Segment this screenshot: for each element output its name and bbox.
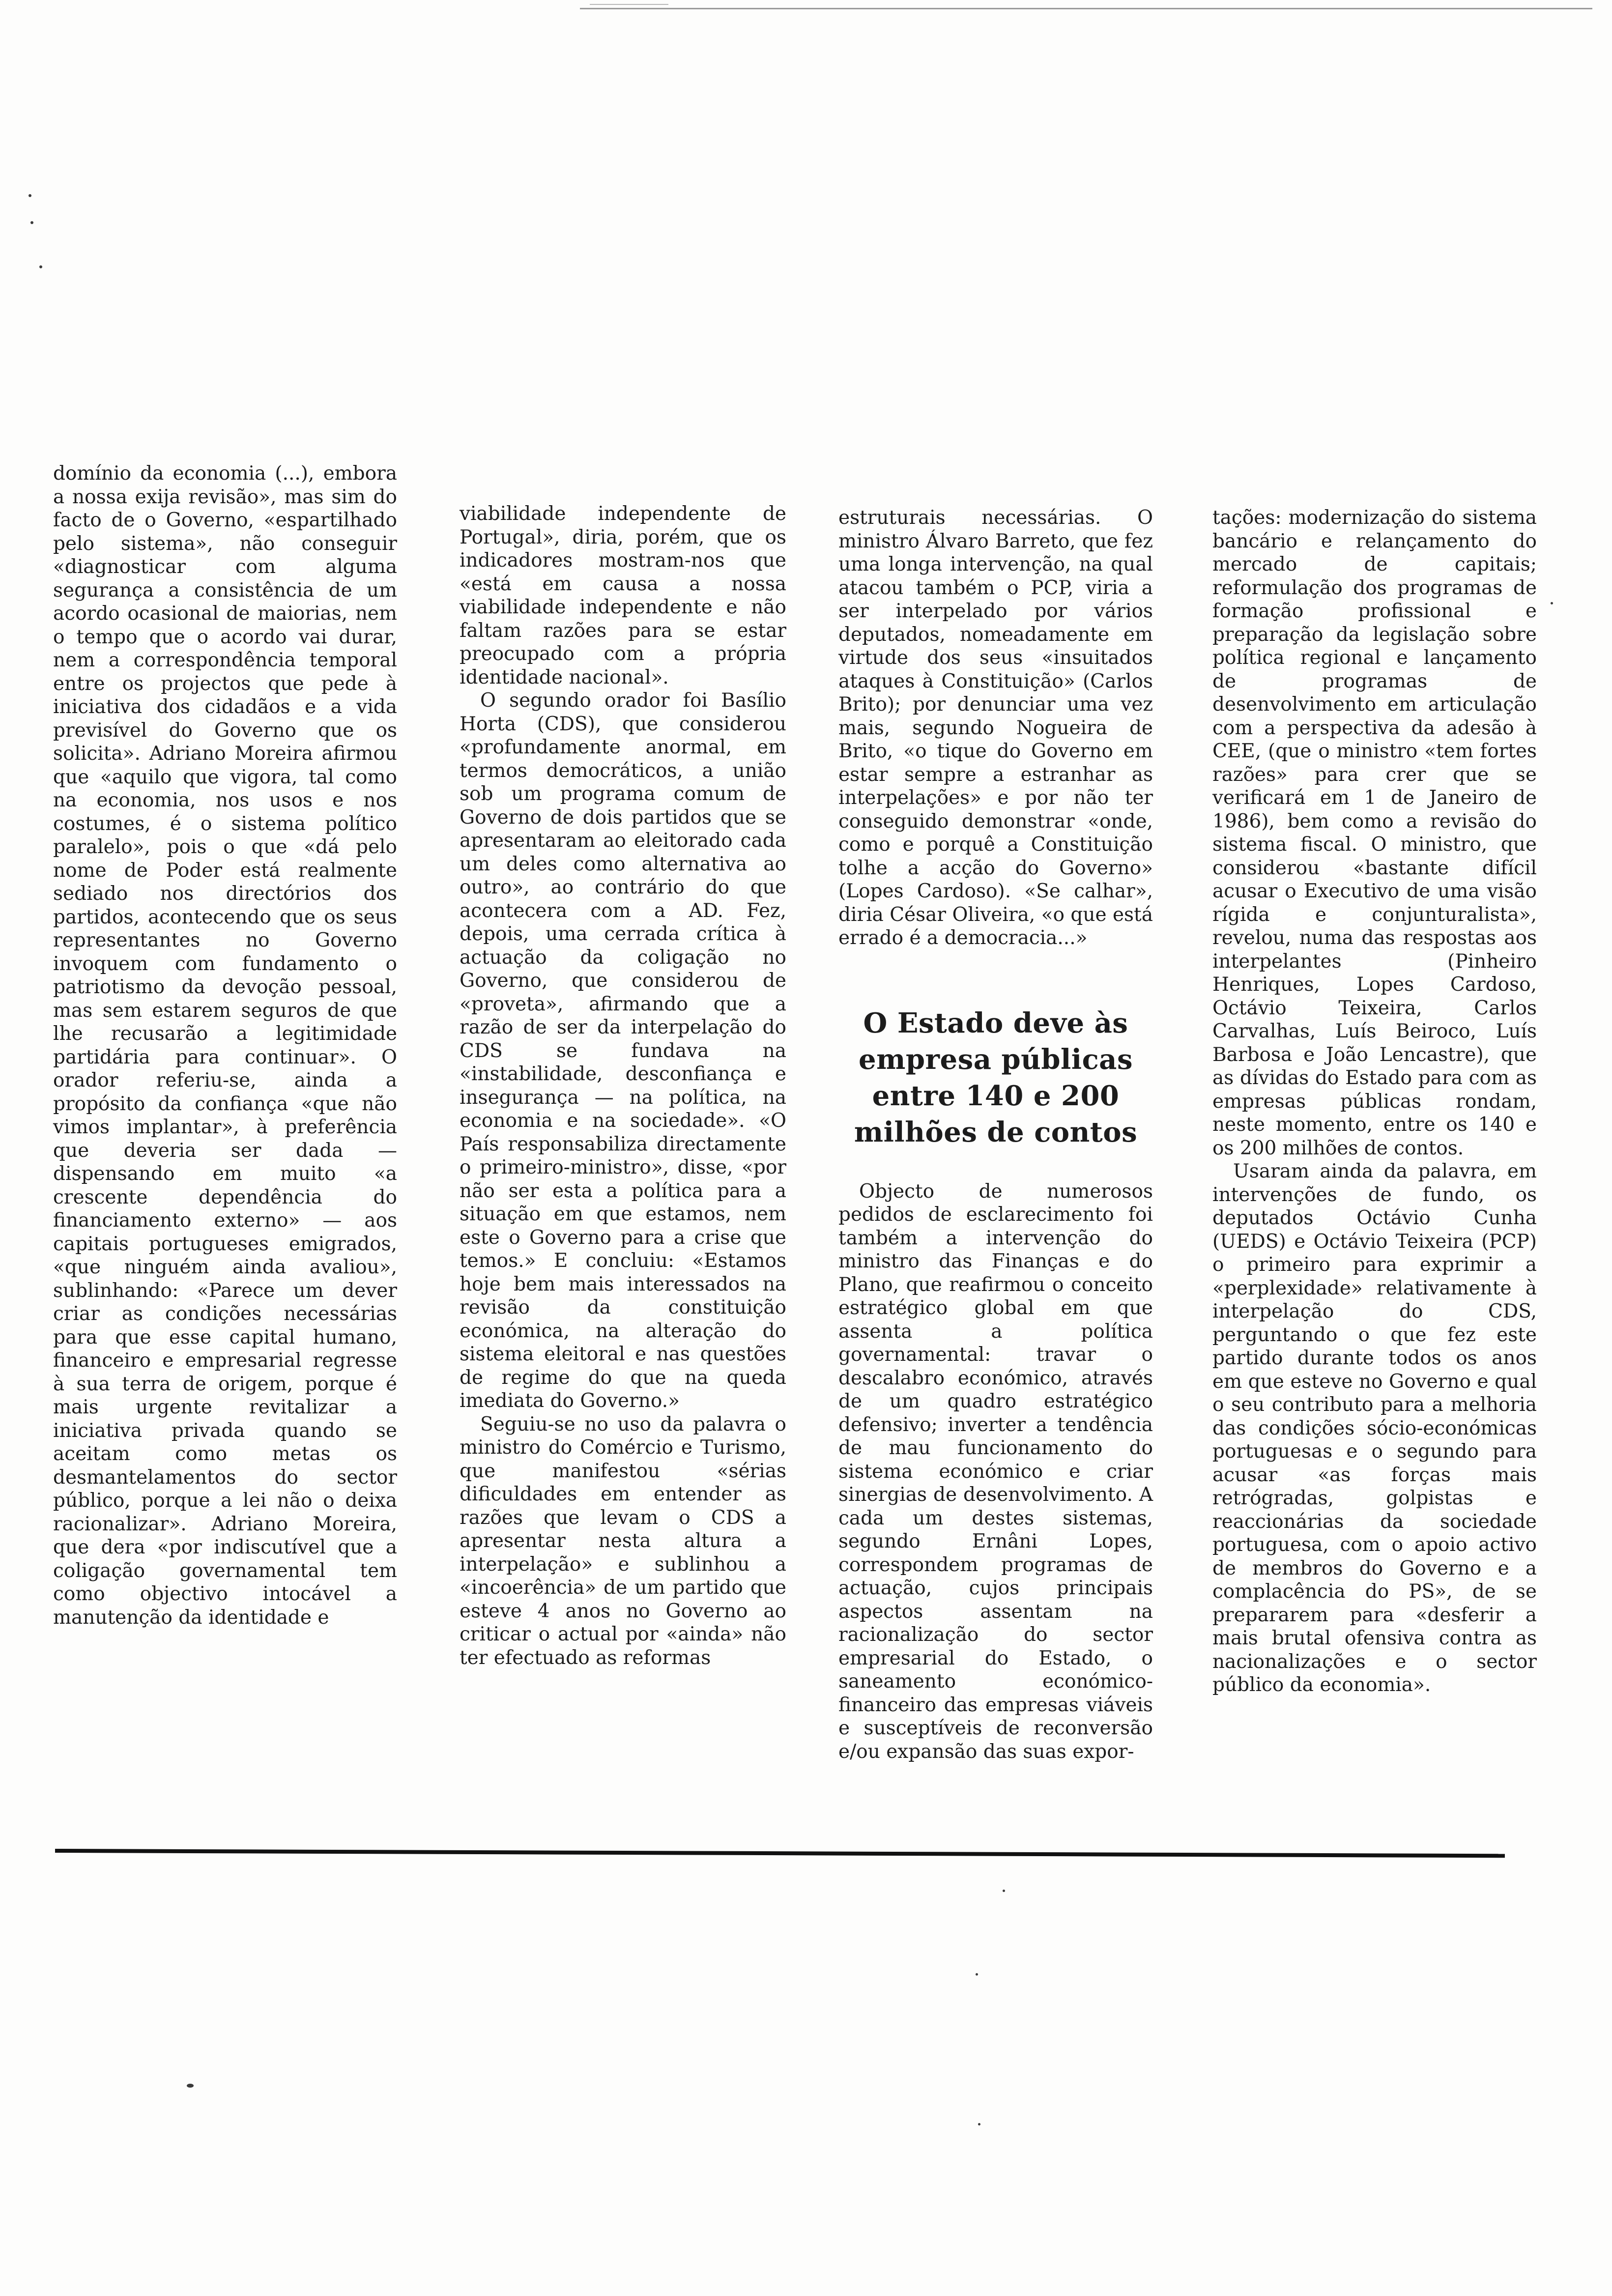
paragraph: O segundo orador foi Basílio Horta (CDS), que considerou «profundamente anormal, em termos democráticos, a união sob um programa comum de Governo de dois partidos que se apresentaram ao eleitorado cada um deles como alternativa ao outro», ao contrário do que acontecera com a AD. Fez, depois, uma cerrada crítica à actuação da coligação no Governo, que considerou de «proveta», afirmando que a razão de ser da interpelação do CDS se fundava na «instabilidade, desconfiança e insegurança — na política, na economia e na sociedade». «O País responsabiliza directamente o primeiro-ministro», disse, «por não ser esta a política para a situação em que estamos, nem este o Governo para a crise que temos.» E concluiu: «Estamos hoje bem mais interessados na revisão da constituição económica, na alteração do sistema eleitoral e nas questões de regime do que na queda imediata do Governo.» (460, 689, 786, 1412)
scan-speck (29, 194, 31, 197)
article-column-2 (460, 502, 786, 1669)
scan-speck (1003, 1890, 1005, 1892)
paragraph: domínio da economia (...), embora a nossa exija revisão», mas sim do facto de o Governo, «espartilhado pelo sistema», não conseguir «diagnosticar com alguma segurança a consistência de um acordo ocasional de maiorias, nem o tempo que o acordo vai durar, nem a correspondência temporal entre os projectos que pede à iniciativa dos cidadãos e a vida previsível do Governo que os solicita». Adriano Moreira afirmou que «aquilo que vigora, tal como na economia, nos usos e nos costumes, é o sistema político paralelo», pois o que «dá pelo nome de Poder está realmente sediado nos directórios dos partidos, acontecendo que os seus representantes no Governo invoquem com fundamento o patriotismo da devoção pessoal, mas sem estarem seguros de que lhe recusarão a legitimidade partidária para continuar». O orador referiu-se, ainda a propósito da confiança «que não vimos implantar», à preferência que deveria ser dada — dispensando em muito «a crescente dependência do financiamento externo» — aos capitais portugueses emigrados, «que ninguém ainda avaliou», sublinhando: «Parece um dever criar as condições necessárias para que esse capital humano, financeiro e empresarial regresse à sua terra de origem, porque é mais urgente revitalizar a iniciativa privada quando se aceitam como metas os desmantelamentos do sector público, porque a lei não o deixa racionalizar». Adriano Moreira, que dera «por indiscutível que a coligação governamental tem como objectivo intocável a manutenção da identidade e (53, 462, 397, 1629)
article-column-4 (1212, 506, 1537, 1697)
scan-speck (39, 265, 42, 268)
bottom-rule (55, 1849, 1505, 1858)
paragraph: Usaram ainda da palavra, em intervenções de fundo, os deputados Octávio Cunha (UEDS) e Octávio Teixeira (PCP) o primeiro para exprimir a «perplexidade» relativamente à interpelação do CDS, perguntando o que fez este partido durante todos os anos em que esteve no Governo e qual o seu contributo para a melhoria das condições sócio-económicas portuguesas e o segundo para acusar «as forças mais retrógradas, golpistas e reaccionárias da sociedade portuguesa, com o apoio activo de membros do Governo e a complacência do PS», de se prepararem para «desferir a mais brutal ofensiva contra as nacionalizações e o sector público da economia». (1212, 1160, 1537, 1696)
subheadline: O Estado deve às empresa públicas entre 140 e 200 milhões de contos (854, 1006, 1138, 1148)
scan-speck (1551, 602, 1553, 604)
scan-speck (978, 2123, 980, 2125)
paragraph: estruturais necessárias. O ministro Álvaro Barreto, que fez uma longa intervenção, na qual atacou também o PCP, viria a ser interpelado por vários deputados, nomeadamente em virtude dos seus «insuitados ataques à Constituição» (Carlos Brito); por denunciar uma vez mais, segundo Nogueira de Brito, «o tique do Governo em estar sempre a estranhar as interpelações» e por não ter conseguido demonstrar «onde, como e porquê a Constituição tolhe a acção do Governo» (Lopes Cardoso). «Se calhar», diria César Oliveira, «o que está errado é a democracia...» (838, 507, 1153, 949)
scan-speck (187, 2084, 194, 2088)
paragraph: tações: modernização do sistema bancário e relançamento do mercado de capitais; reformulação dos programas de formação profissional e preparação da legislação sobre política regional e lançamento de programas de desenvolvimento em articulação com a perspectiva da adesão à CEE, (que o ministro «tem fortes razões» para crer que se verificará em 1 de Janeiro de 1986), bem como a revisão do sistema fiscal. O ministro, que considerou «bastante difícil acusar o Executivo de uma visão rígida e conjunturalista», revelou, numa das respostas aos interpelantes (Pinheiro Henriques, Lopes Cardoso, Octávio Teixeira, Carlos Carvalhas, Luís Beiroco, Luís Barbosa e João Lencastre), que as dívidas do Estado para com as empresas públicas rondam, neste momento, entre os 140 e os 200 milhões de contos. (1212, 507, 1537, 1159)
article-column-3 (838, 506, 1153, 1763)
scan-speck (30, 221, 33, 224)
paragraph: Objecto de numerosos pedidos de esclarecimento foi também a intervenção do ministro das Finanças e do Plano, que reafirmou o conceito estratégico global em que assenta a política governamental: travar o descalabro económico, através de um quadro estratégico defensivo; inverter a tendência de mau funcionamento do sistema económico e criar sinergias de desenvolvimento. A cada um destes sistemas, segundo Ernâni Lopes, correspondem programas de actuação, cujos principais aspectos assentam na racionalização do sector empresarial do Estado, o saneamento económico-financeiro das empresas viáveis e susceptíveis de reconversão e/ou expansão das suas expor- (838, 1180, 1153, 1763)
top-rule-short (590, 4, 668, 5)
paragraph: viabilidade independente de Portugal», diria, porém, que os indicadores mostram-nos que «está em causa a nossa viabilidade independente e não faltam razões para se estar preocupado com a própria identidade nacional». (460, 503, 786, 689)
top-rule (580, 8, 1592, 9)
paragraph: Seguiu-se no uso da palavra o ministro do Comércio e Turismo, que manifestou «sérias dificuldades em entender as razões que levam o CDS a apresentar nesta altura a interpelação» e sublinhou a «incoerência» de um partido que esteve 4 anos no Governo ao criticar o actual por «ainda» não ter efectuado as reformas (460, 1413, 786, 1669)
article-column-1 (53, 462, 397, 1629)
scan-speck (976, 1973, 978, 1976)
